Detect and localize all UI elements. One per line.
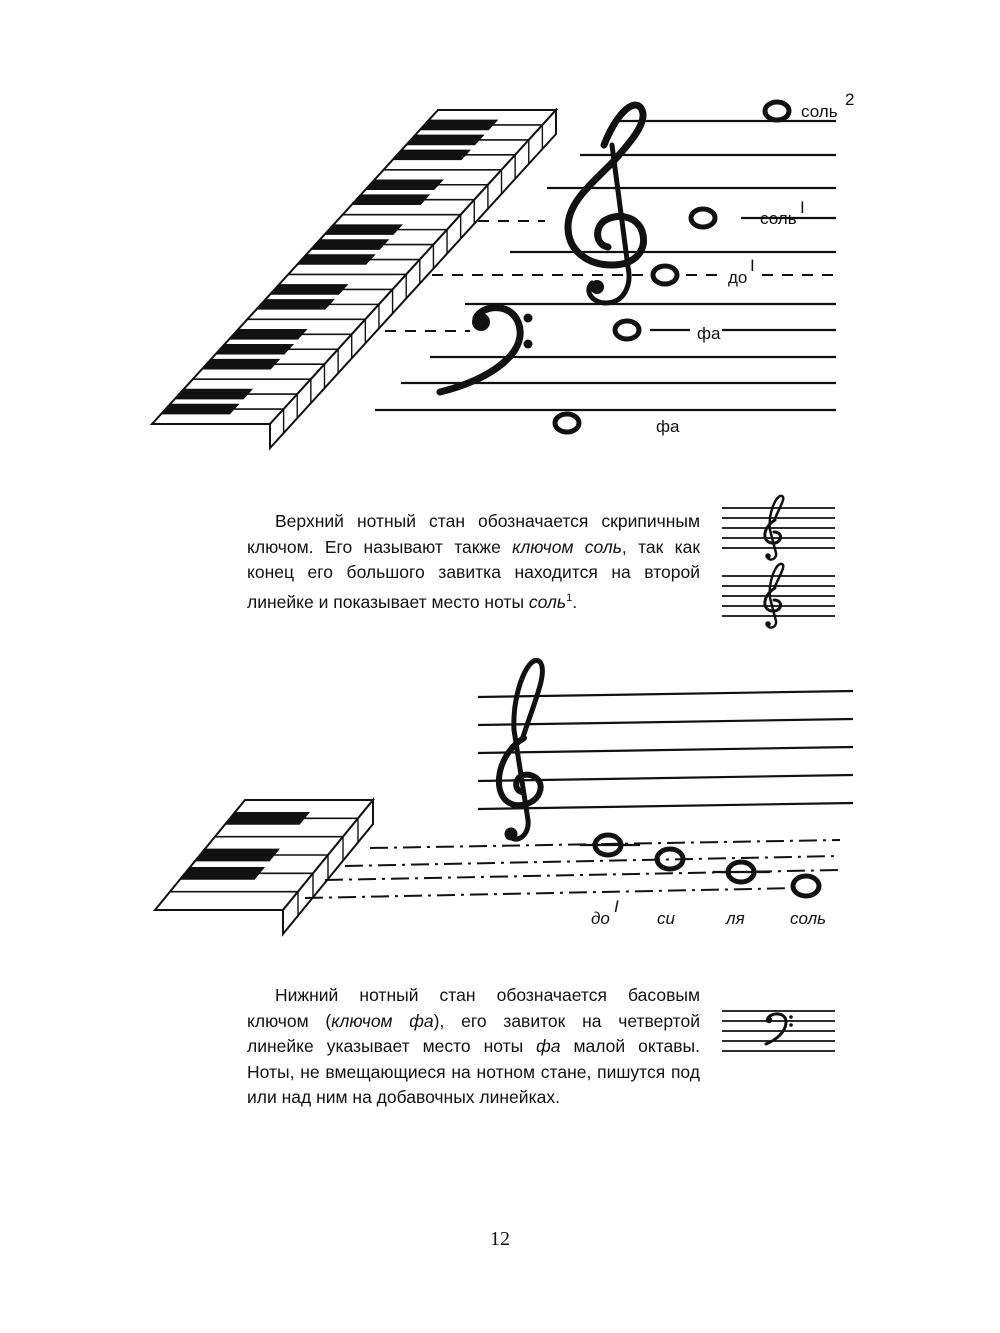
paragraph1-em1: ключом соль: [512, 536, 622, 557]
bass-clef-icon: [440, 308, 533, 392]
note-sol1: [691, 209, 715, 227]
label-sol: соль: [790, 909, 827, 928]
piano-keyboard-icon: [152, 110, 556, 448]
page-number: 12: [490, 1228, 510, 1250]
note-fa-low: [555, 414, 579, 432]
paragraph-bass-clef: [247, 983, 700, 1111]
paragraph2-text-a: Нижний нотный стан обозначается басовым ключом (: [247, 985, 700, 1031]
label-sol2: соль: [801, 102, 838, 121]
treble-clef-icon: [499, 660, 543, 840]
paragraph2-text-c: малой октавы. Ноты, не вмещающиеся на нотном стане, пишутся под или над ним на добавочных линейках.: [247, 1036, 700, 1107]
label-do1-sup: I: [750, 256, 755, 275]
paragraph1-text-c: .: [572, 591, 578, 612]
paragraph-treble-clef: [247, 509, 700, 615]
note-sol: [793, 876, 819, 896]
label-do1: до: [591, 909, 610, 928]
note-si: [657, 849, 683, 869]
dash-dot-lines: [305, 840, 840, 898]
paragraph1-text-a: Верхний нотный стан обозначается скрипичным ключом. Его называют также: [247, 511, 700, 557]
treble-clef-icon: [765, 564, 783, 628]
note-do1: [653, 266, 677, 284]
piano-keyboard-icon: [155, 800, 373, 934]
label-lya: ля: [726, 909, 745, 928]
treble-staff-large: [478, 691, 853, 809]
label-sol1: соль: [760, 209, 797, 228]
paragraph1-sup: 1: [566, 591, 573, 604]
paragraph2-text-b: ), его завиток на четвертой линейке указывает место ноты: [247, 1010, 700, 1056]
paragraph1-em2: соль: [528, 591, 567, 612]
treble-clef-icon: [568, 105, 644, 303]
label-si: си: [657, 909, 675, 928]
treble-clef-icon: [765, 496, 783, 560]
label-do1: до: [728, 268, 748, 287]
paragraph2-em2: фа: [536, 1036, 561, 1056]
treble-staff: [510, 121, 836, 252]
paragraph1-text-b: , так как конец его большого завитка находится на второй линейке и показывает место ноты: [247, 536, 701, 612]
paragraph2-em1: ключом фа: [331, 1010, 434, 1031]
note-lya: [728, 862, 754, 882]
notes-descending: [595, 835, 819, 896]
label-sol1-sup: I: [800, 198, 805, 217]
note-sol2: [765, 102, 789, 120]
label-fa-low: фа: [656, 417, 680, 436]
label-fa-line: фа: [697, 324, 721, 343]
note-fa-line: [615, 321, 639, 339]
label-do1-sup: I: [614, 897, 619, 916]
figure-grand-staff: [0, 0, 1000, 470]
label-sol2-sup: 2: [845, 90, 855, 109]
note-do1: [595, 835, 621, 855]
bass-clef-icon: [766, 1014, 793, 1044]
